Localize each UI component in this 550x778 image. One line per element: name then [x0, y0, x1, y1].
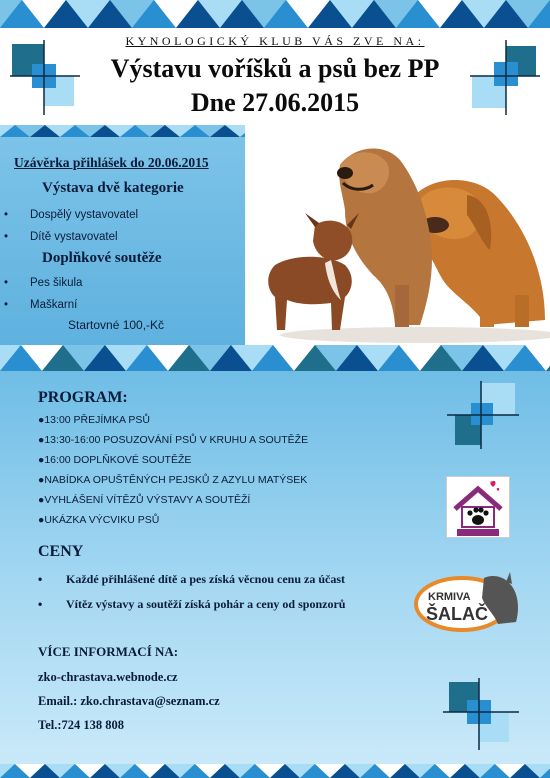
program-item: ●NABÍDKA OPUŠTĚNÝCH PEJSKŮ Z AZYLU MATÝSEK	[38, 474, 308, 486]
prizes-heading: CENY	[38, 543, 84, 560]
registration-deadline: Uzávěrka přihlášek do 20.06.2015	[14, 155, 209, 170]
salac-text: ŠALAČ	[426, 604, 488, 624]
bottom-decorative-band	[0, 764, 550, 778]
program-heading: PROGRAM:	[38, 389, 128, 406]
krmiva-salac-logo	[414, 570, 526, 634]
categories-heading: Výstava dvě kategorie	[42, 180, 184, 196]
extra-competitions-heading: Doplňkové soutěže	[42, 250, 162, 266]
email-text: Email.: zko.chrastava@seznam.cz	[38, 694, 220, 708]
entry-fee: Startovné 100,-Kč	[68, 318, 165, 332]
phone-text: Tel.:724 138 808	[38, 718, 124, 732]
program-item: ●13:00 PŘEJÍMKA PSŮ	[38, 414, 150, 426]
program-item: ●13:30-16:00 POSUZOVÁNÍ PSŮ V KRUHU A SOUTĚŽE	[38, 434, 309, 446]
squares-decoration	[443, 678, 519, 750]
page-title: Výstavu voříšků a psů bez PP	[110, 54, 440, 83]
krmiva-text: KRMIVA	[428, 591, 471, 603]
squares-decoration	[447, 381, 519, 449]
corner-squares-left-decoration	[10, 40, 80, 115]
website-text: zko-chrastava.webnode.cz	[38, 670, 178, 684]
program-item: ●16:00 DOPLŇKOVÉ SOUTĚŽE	[38, 454, 192, 466]
program-item: ●UKÁZKA VÝCVIKU PSŮ	[38, 514, 160, 526]
header-kicker: KYNOLOGICKÝ KLUB VÁS ZVE NA:	[125, 34, 425, 48]
event-date: Dne 27.06.2015	[190, 88, 360, 117]
program-item: ●VYHLÁŠENÍ VÍTĚZŮ VÝSTAVY A SOUTĚŽÍ	[38, 494, 251, 506]
top-decorative-band	[0, 0, 550, 28]
middle-decorative-band	[0, 345, 550, 371]
more-info-heading: VÍCE INFORMACÍ NA:	[38, 644, 179, 659]
dogs-photo	[245, 125, 550, 345]
corner-squares-right-decoration	[470, 40, 540, 115]
asyl-matysek-logo	[446, 476, 510, 538]
